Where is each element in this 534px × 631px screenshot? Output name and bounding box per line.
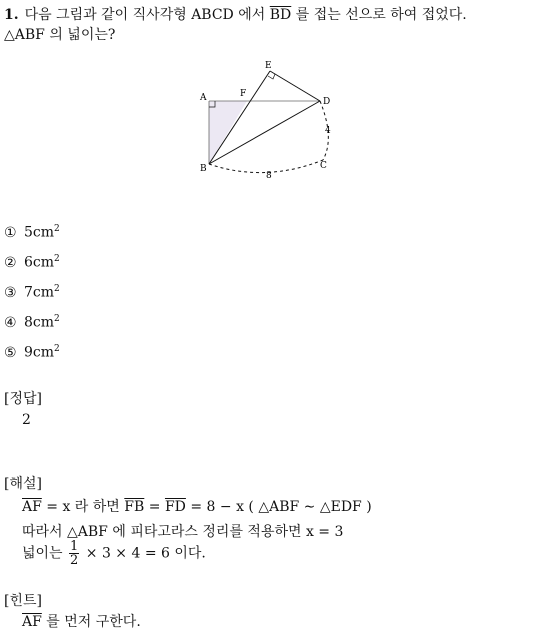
segment-af: $\overline{AF}$ [22,499,42,515]
fraction-one-half [69,540,79,567]
choice-1[interactable] [4,224,60,241]
choice-3[interactable] [4,284,60,301]
explanation-line-1 [22,496,372,516]
explanation-line-2: 따라서 △ABF 에 피타고라스 정리를 적용하면 x = 3 [22,524,344,540]
choice-value: 6cm [24,254,55,271]
segment-bd: $\overline{BD}$ [269,7,292,23]
choice-exponent: 2 [54,344,60,354]
question-number: 1. [4,7,19,23]
choice-2[interactable] [4,254,60,271]
label-b: B [200,164,207,174]
choice-marker: ③ [4,284,17,301]
choice-marker: ⑤ [4,344,17,361]
label-e: E [265,61,272,71]
explanation-l3-a: 넓이는 [22,545,63,562]
choice-value: 9cm [24,344,55,361]
choice-marker: ② [4,254,17,271]
question-line-1 [4,4,467,24]
choice-exponent: 2 [54,224,60,234]
label-f: F [240,89,247,99]
fraction-numerator: 1 [70,539,79,554]
segment-af: $\overline{AF}$ [22,614,42,630]
label-side-4: 4 [325,126,331,136]
answer-value: 2 [22,412,31,428]
hint-heading: [힌트] [4,593,42,609]
explanation-l1-a: = x 라 하면 [46,499,120,515]
explanation-heading: [해설] [4,476,42,492]
choice-value: 7cm [24,284,55,301]
explanation-line-3 [22,540,206,567]
hint-text: 를 먼저 구한다. [46,614,141,630]
question-text-before: 다음 그림과 같이 직사각형 ABCD 에서 [24,7,266,23]
question-line-2: △ABF 의 넓이는? [4,27,116,43]
side-ed [270,71,320,101]
hint-line [22,611,141,631]
answer-heading: [정답] [4,391,42,407]
explanation-l1-b: = 8 − x ( △ABF ∼ △EDF ) [190,499,372,515]
choice-marker: ④ [4,314,17,331]
choice-exponent: 2 [54,254,60,264]
explanation-l1-eq: = [148,499,161,515]
explanation-l3-b: × 3 × 4 = 6 이다. [85,545,206,562]
segment-fb: $\overline{FB}$ [124,499,145,515]
question-text-after: 를 접는 선으로 하여 접었다. [295,7,467,23]
choice-4[interactable] [4,314,60,331]
choice-5[interactable] [4,344,60,361]
right-angle-e [268,74,275,79]
choice-value: 8cm [24,314,55,331]
choice-marker: ① [4,224,17,241]
label-a: A [200,93,207,103]
label-side-8: 8 [266,171,272,181]
fraction-denominator: 2 [70,553,79,568]
choice-value: 5cm [24,224,55,241]
geometry-figure [195,58,340,183]
choice-exponent: 2 [54,284,60,294]
choice-exponent: 2 [54,314,60,324]
label-c: C [320,161,327,171]
segment-fd: $\overline{FD}$ [164,499,186,515]
label-d: D [323,97,331,107]
